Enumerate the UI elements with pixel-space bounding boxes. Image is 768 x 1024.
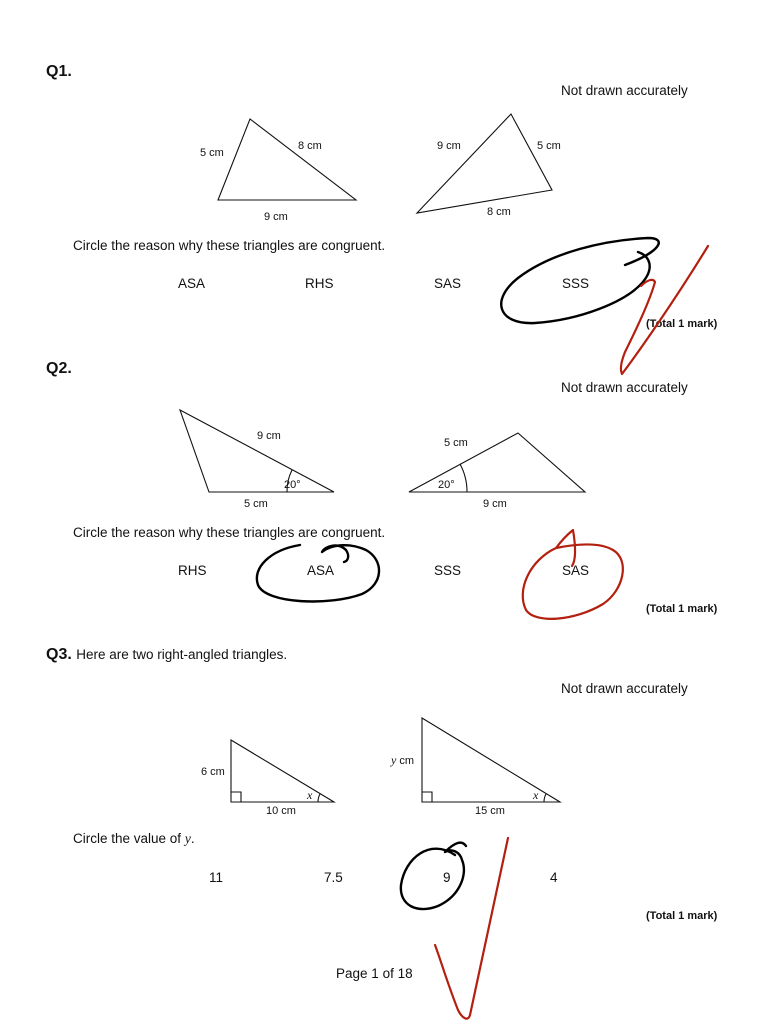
q3-prompt-var: y [184,831,191,846]
q2-prompt: Circle the reason why these triangles are congruent. [73,525,386,540]
q1-t2-bottom-label: 8 cm [487,206,511,218]
q1-t2-right-label: 5 cm [537,140,561,152]
q1-option-rhs[interactable]: RHS [305,276,334,291]
q2-answer-circle [257,545,379,601]
q3-t2-height-var: y [391,753,397,767]
q2-t2-bottom-label: 9 cm [483,498,507,510]
q1-tick-mark [621,246,708,374]
q1-t1-right-label: 8 cm [298,140,322,152]
q1-t2-left-label: 9 cm [437,140,461,152]
q2-total-mark: (Total 1 mark) [646,603,718,615]
q1-t1-left-label: 5 cm [200,147,224,159]
q3-t2-base-label: 15 cm [475,805,505,817]
q2-number: Q2. [46,360,72,377]
page-label: Page [336,966,368,981]
q3-option-4[interactable]: 4 [550,870,558,885]
q1-option-asa[interactable]: ASA [178,276,206,291]
q1-option-sas[interactable]: SAS [434,276,462,291]
q3-t1-height-label: 6 cm [201,766,225,778]
q1-answer-circle [501,238,659,323]
q3-option-7-5[interactable]: 7.5 [324,870,343,885]
q3-prompt-end: . [190,831,195,846]
q3-t1-base-label: 10 cm [266,805,296,817]
q1-number: Q1. [46,63,72,80]
q2-option-sas[interactable]: SAS [562,563,590,578]
q3-option-11[interactable]: 11 [209,870,224,885]
q3-number: Q3. [46,646,72,663]
q3-t2-height-unit: cm [399,755,414,767]
q3-total-mark: (Total 1 mark) [646,910,718,922]
q3-tick-mark [435,838,508,1019]
q2-option-rhs[interactable]: RHS [178,563,207,578]
q1-prompt: Circle the reason why these triangles are congruent. [73,238,386,253]
q3-prompt-text: Circle the value of [73,831,185,846]
q2-t1-bottom-label: 5 cm [244,498,268,510]
of-label: of [382,966,394,981]
q1-option-sss[interactable]: SSS [562,276,590,291]
q2-option-sss[interactable]: SSS [434,563,462,578]
q2-not-drawn-note: Not drawn accurately [561,380,688,395]
q1-t1-bottom-label: 9 cm [264,211,288,223]
q2-t1-side-label: 9 cm [257,430,281,442]
q1-not-drawn-note: Not drawn accurately [561,83,688,98]
q2-option-asa[interactable]: ASA [307,563,335,578]
page-number: 1 [371,966,379,981]
q3-t1-angle-label: x [307,788,313,802]
q1-total-mark: (Total 1 mark) [646,318,718,330]
q2-t2-angle-label: 20° [438,479,455,491]
q2-t2-side-label: 5 cm [444,437,468,449]
q3-option-9[interactable]: 9 [443,870,451,885]
q3-answer-circle [401,843,466,909]
q2-cross-mark [523,530,623,619]
q3-not-drawn-note: Not drawn accurately [561,681,688,696]
page-total: 18 [397,966,413,981]
q3-intro: Here are two right-angled triangles. [76,647,288,662]
q2-t1-angle-label: 20° [284,479,301,491]
q3-t2-angle-label: x [533,788,539,802]
